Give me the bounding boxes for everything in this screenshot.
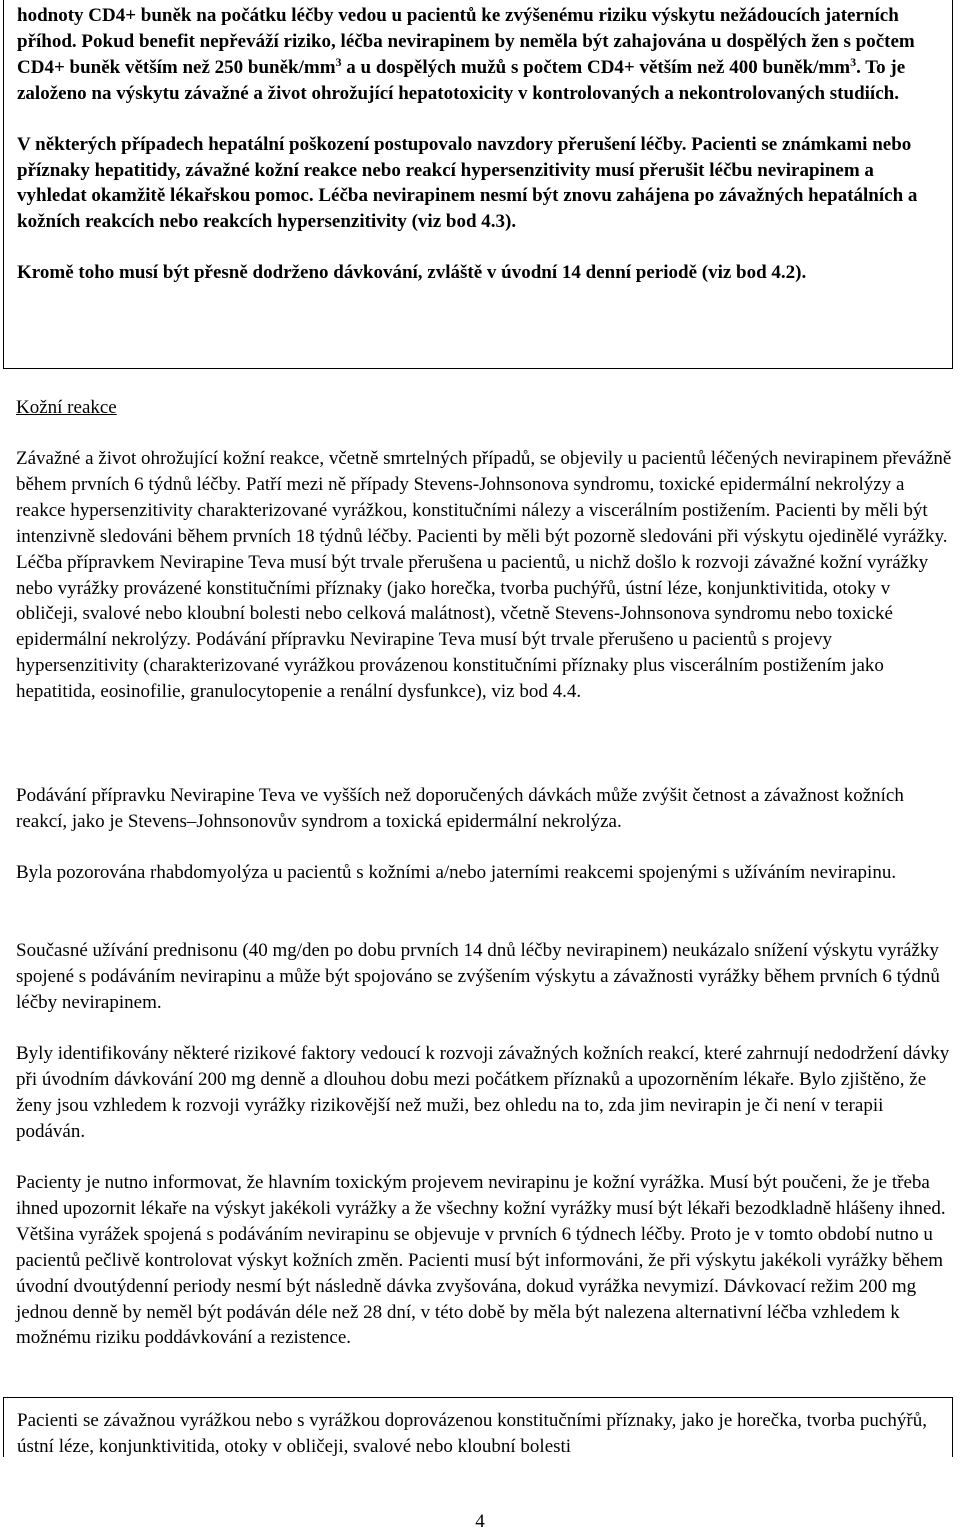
paragraph-risk-factors: Byly identifikovány některé rizikové faktory vedoucí k rozvoji závažných kožních reakcí, které zahrnují nedodržení dávky při úvodním dávkování 200 mg denně a dlouhou dobu mezi počátkem příznaků a upozorněním lékaře. Bylo zjištěno, že ženy jsou vzhledem k rozvoji vyrážky rizikovější než muži, bez ohledu na to, zda jim nevirapin je či není v terapii podáván. [16,1043,950,1142]
warning-text-part: hodnoty CD4+ buněk na počátku léčby vedou u pacientů ke zvýšenému riziku výskytu nežádoucích jaterních příhod. Pokud benefit nepřeváží riziko, léčba nevirapinem by neměla být zahajována u dospělých žen s počtem CD4+ buněk větším než 250 buněk/mm [17,5,915,78]
section-heading [16,395,952,421]
warning-text-part: . To je založeno na výskytu závažné a život ohrožující hepatotoxicity v kontrolovaných a nekontrolovaných studiích. [17,56,906,104]
boxed-warning-bottom [3,1397,953,1457]
warning-paragraph-2: V některých případech hepatální poškození postupovalo navzdory přerušení léčby. Pacienti se známkami nebo příznaky hepatitidy, závažné kožní reakce nebo reakcí hypersenzitivity musí přerušit léčbu nevirapinem a vyhledat okamžitě lékařskou pomoc. Léčba nevirapinem nesmí být znovu zahájena po závažných hepatálních a kožních reakcích nebo reakcích hypersenzitivity (viz bod 4.3). [17,133,918,233]
boxed-warning-top [3,0,953,369]
paragraph-skin-reactions: Závažné a život ohrožující kožní reakce, včetně smrtelných případů, se objevily u pacientů léčených nevirapinem převážně během prvních 6 týdnů léčby. Patří mezi ně případy Stevens-Johnsonova syndromu, toxické epidermální nekrolýzy a reakce hypersenzitivity charakterizované vyrážkou, konstitučními nálezy a viscerálním postižením. Pacienti by měli být intenzivně sledováni během prvních 18 týdnů léčby. Pacienti by měli být pozorně sledováni při výskytu ojedinělé vyrážky. Léčba přípravkem Nevirapine Teva musí být trvale přerušena u pacientů, u nichž došlo k rozvoji závažné kožní vyrážky nebo vyrážky provázené konstitučními příznaky (jako horečka, tvorba puchýřů, ústní léze, konjunktivitida, otoky v obličeji, svalové nebo kloubní bolesti nebo celková malátnost), včetně Stevens-Johnsonova syndromu nebo toxické epidermální nekrolýzy. Podávání přípravku Nevirapine Teva musí být trvale přerušeno u pacientů s projevy hypersenzitivity (charakterizované vyrážkou provázenou konstitučními příznaky plus viscerálním postižením jako hepatitida, eosinofilie, granulocytopenie a renální dysfunkce), viz bod 4.4. [16,448,952,703]
paragraph-prednisone: Současné užívání prednisonu (40 mg/den po dobu prvních 14 dnů léčby nevirapinem) neukázalo snížení výskytu vyrážky spojené s podáváním nevirapinu a může být spojováno se zvýšením výskytu a závažnosti vyrážky během prvních 6 týdnů léčby nevirapinem. [16,940,940,1013]
warning-text-part: a u dospělých mužů s počtem CD4+ větším než 400 buněk/mm [341,56,851,78]
section-heading-text: Kožní reakce [16,397,117,418]
paragraph-higher-doses: Podávání přípravku Nevirapine Teva ve vyšších než doporučených dávkách může zvýšit četnost a závažnost kožních reakcí, jako je Stevens–Johnsonovův syndrom a toxická epidermální nekrolýza. [16,785,904,832]
superscript: 3 [335,54,342,69]
page-number: 4 [475,1511,485,1532]
paragraph-patient-information: Pacienty je nutno informovat, že hlavním toxickým projevem nevirapinu je kožní vyrážka. Musí být poučeni, že je třeba ihned upozornit lékaře na výskyt jakékoli vyrážky a že všechny kožní vyrážky musí být lékaři bezodkladně hlášeny ihned. Většina vyrážek spojená s podáváním nevirapinu se objevuje v prvních 6 týdnech léčby. Proto je v tomto období nutno u pacientů pečlivě kontrolovat výskyt kožních změn. Pacienti musí být informováni, že při výskytu jakékoli vyrážky během úvodní dvoutýdenní periody nesmí být následně dávka zvyšována, dokud vyrážka nevymizí. Dávkovací režim 200 mg jednou denně by neměl být podáván déle než 28 dní, v této době by měla být nalezena alternativní léčba vzhledem k možnému riziku poddávkování a rezistence. [16,1172,946,1349]
warning-paragraph-3: Kromě toho musí být přesně dodrženo dávkování, zvláště v úvodní 14 denní periodě (viz bod 4.2). [17,262,807,284]
warning-paragraph-1 [17,3,944,107]
superscript: 3 [850,54,857,69]
warning-bottom-text: Pacienti se závažnou vyrážkou nebo s vyrážkou doprovázenou konstitučními příznaky, jako je horečka, tvorba puchýřů, ústní léze, konjunktivitida, otoky v obličeji, svalové nebo kloubní bolesti [17,1410,927,1457]
paragraph-rhabdomyolysis: Byla pozorována rhabdomyolýza u pacientů s kožními a/nebo jaterními reakcemi spojenými s užíváním nevirapinu. [16,862,897,883]
